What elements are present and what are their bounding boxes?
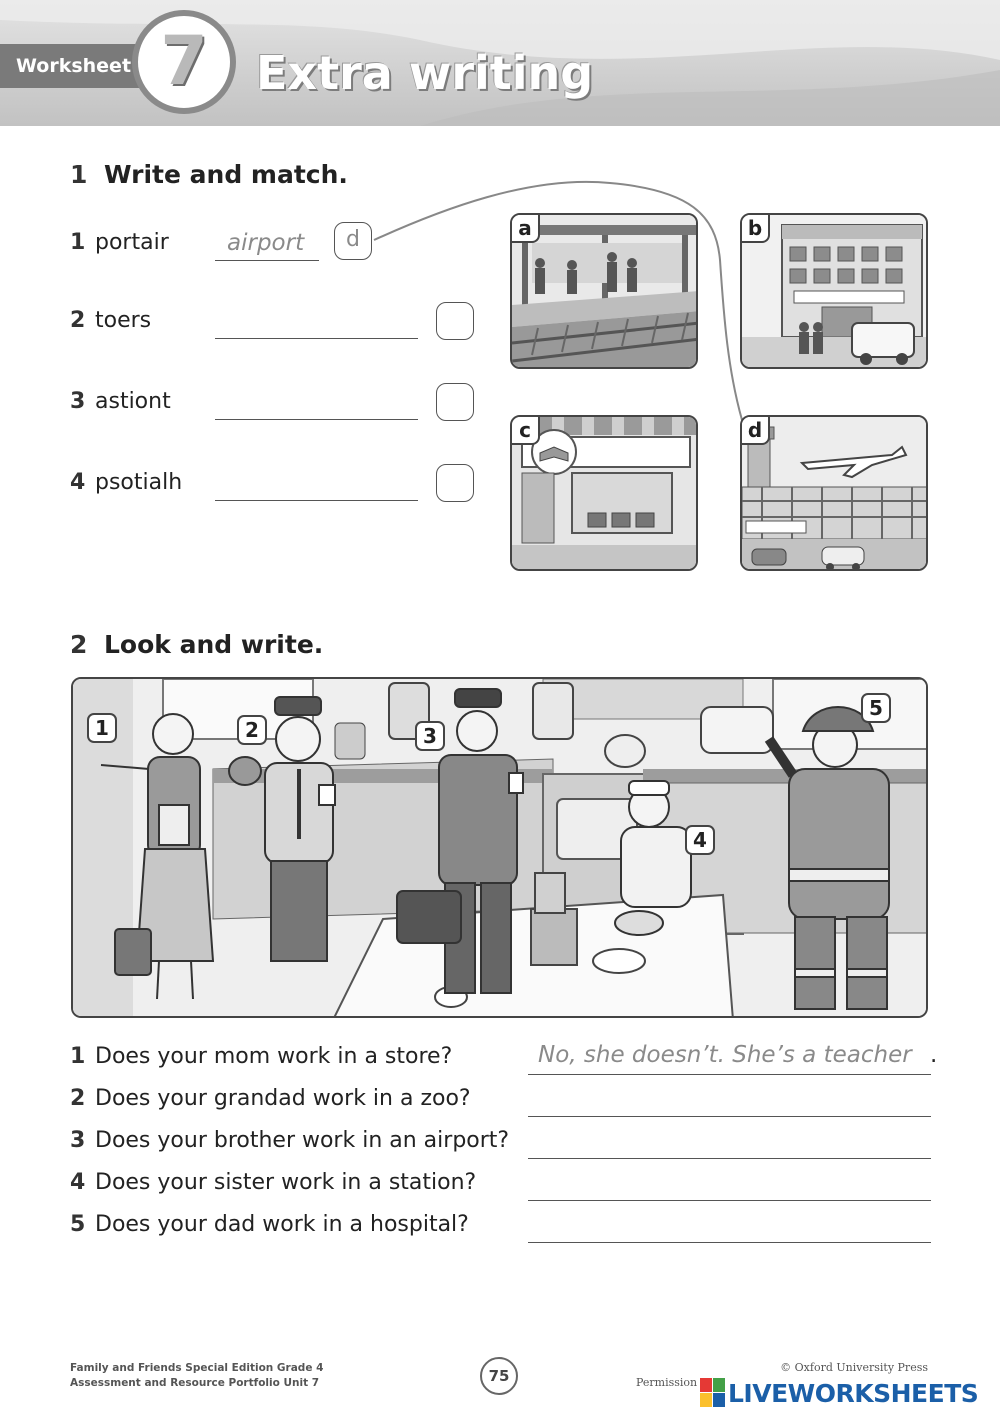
scene-tag-2: 2 xyxy=(237,715,267,745)
ex1-answer-input[interactable] xyxy=(215,419,418,420)
question-number: 3 xyxy=(70,1128,86,1153)
ex1-item-3 xyxy=(70,383,490,423)
question-text: Does your mom work in a store? xyxy=(95,1044,453,1069)
exercise1-title: Write and match. xyxy=(104,160,348,189)
picture-letter: c xyxy=(512,417,540,445)
ex1-scrambled-word: astiont xyxy=(95,389,171,414)
ex1-item-number: 1 xyxy=(70,230,86,255)
ex2-question-3 xyxy=(70,1124,940,1164)
kitchen-scene xyxy=(71,677,928,1018)
ex1-answer-line xyxy=(215,260,319,261)
ex2-question-1 xyxy=(70,1040,940,1080)
picture-letter: d xyxy=(742,417,770,445)
store-illustration xyxy=(512,417,698,571)
liveworksheets-logo-text: LIVEWORKSHEETS xyxy=(728,1379,979,1408)
picture-letter: b xyxy=(742,215,770,243)
ex1-scrambled-word: psotialh xyxy=(95,470,183,495)
answer-input[interactable] xyxy=(528,1200,931,1201)
ex1-scrambled-word: toers xyxy=(95,308,152,333)
liveworksheets-logo-icon xyxy=(700,1378,726,1408)
ex1-answer-input[interactable] xyxy=(215,500,418,501)
station-illustration xyxy=(512,215,698,369)
question-number: 2 xyxy=(70,1086,86,1111)
answer-input[interactable]: No, she doesn’t. She’s a teacher xyxy=(538,1042,912,1068)
exercise2-number: 2 xyxy=(70,630,88,659)
ex2-question-2 xyxy=(70,1082,940,1122)
ex2-question-4 xyxy=(70,1166,940,1206)
ex1-match-box[interactable] xyxy=(436,383,474,421)
page-number: 75 xyxy=(480,1357,518,1395)
ex1-match-box[interactable] xyxy=(436,302,474,340)
answer-input[interactable] xyxy=(528,1116,931,1117)
ex1-item-4 xyxy=(70,464,490,504)
footer-book-unit: Assessment and Resource Portfolio Unit 7 xyxy=(70,1377,320,1389)
ex1-match-box[interactable] xyxy=(334,222,372,260)
footer-book-title: Family and Friends Special Edition Grade 4 xyxy=(70,1362,324,1374)
question-text: Does your dad work in a hospital? xyxy=(95,1212,469,1237)
hospital-illustration xyxy=(742,215,928,369)
scene-tag-1: 1 xyxy=(87,713,117,743)
liveworksheets-logo[interactable] xyxy=(700,1378,996,1408)
scene-tag-3: 3 xyxy=(415,721,445,751)
ex1-match-box[interactable] xyxy=(436,464,474,502)
answer-input[interactable] xyxy=(528,1158,931,1159)
exercise1-number: 1 xyxy=(70,160,88,189)
picture-b-hospital xyxy=(740,213,928,369)
question-number: 5 xyxy=(70,1212,86,1237)
worksheet-number: 7 xyxy=(160,22,208,101)
ex1-match-letter: d xyxy=(346,227,360,252)
question-text: Does your brother work in an airport? xyxy=(95,1128,510,1153)
question-number: 1 xyxy=(70,1044,86,1069)
ex1-item-number: 2 xyxy=(70,308,86,333)
page-title: Extra writing xyxy=(256,46,594,100)
ex1-item-2 xyxy=(70,302,490,342)
footer-book-info xyxy=(70,1361,323,1391)
picture-letter: a xyxy=(512,215,540,243)
kitchen-illustration xyxy=(73,679,928,1018)
ex1-item-number: 3 xyxy=(70,389,86,414)
picture-c-store xyxy=(510,415,698,571)
question-number: 4 xyxy=(70,1170,86,1195)
ex2-question-5 xyxy=(70,1208,940,1248)
answer-period: . xyxy=(930,1042,938,1068)
ex1-answer-input[interactable] xyxy=(215,338,418,339)
ex1-item-number: 4 xyxy=(70,470,86,495)
footer-copyright: © Oxford University Press xyxy=(780,1361,928,1374)
question-text: Does your sister work in a station? xyxy=(95,1170,477,1195)
question-text: Does your grandad work in a zoo? xyxy=(95,1086,471,1111)
ex1-item-1 xyxy=(70,224,490,264)
footer-permission: Permission xyxy=(636,1376,698,1389)
picture-d-airport xyxy=(740,415,928,571)
ex1-answer-input[interactable]: airport xyxy=(227,230,305,256)
answer-input[interactable] xyxy=(528,1242,931,1243)
scene-tag-4: 4 xyxy=(685,825,715,855)
exercise2-title: Look and write. xyxy=(104,630,324,659)
picture-a-station xyxy=(510,213,698,369)
answer-line xyxy=(528,1074,931,1075)
page-header xyxy=(0,0,1000,126)
airport-illustration xyxy=(742,417,928,571)
ex1-scrambled-word: portair xyxy=(95,230,169,255)
worksheet-label: Worksheet xyxy=(16,55,132,77)
scene-tag-5: 5 xyxy=(861,693,891,723)
